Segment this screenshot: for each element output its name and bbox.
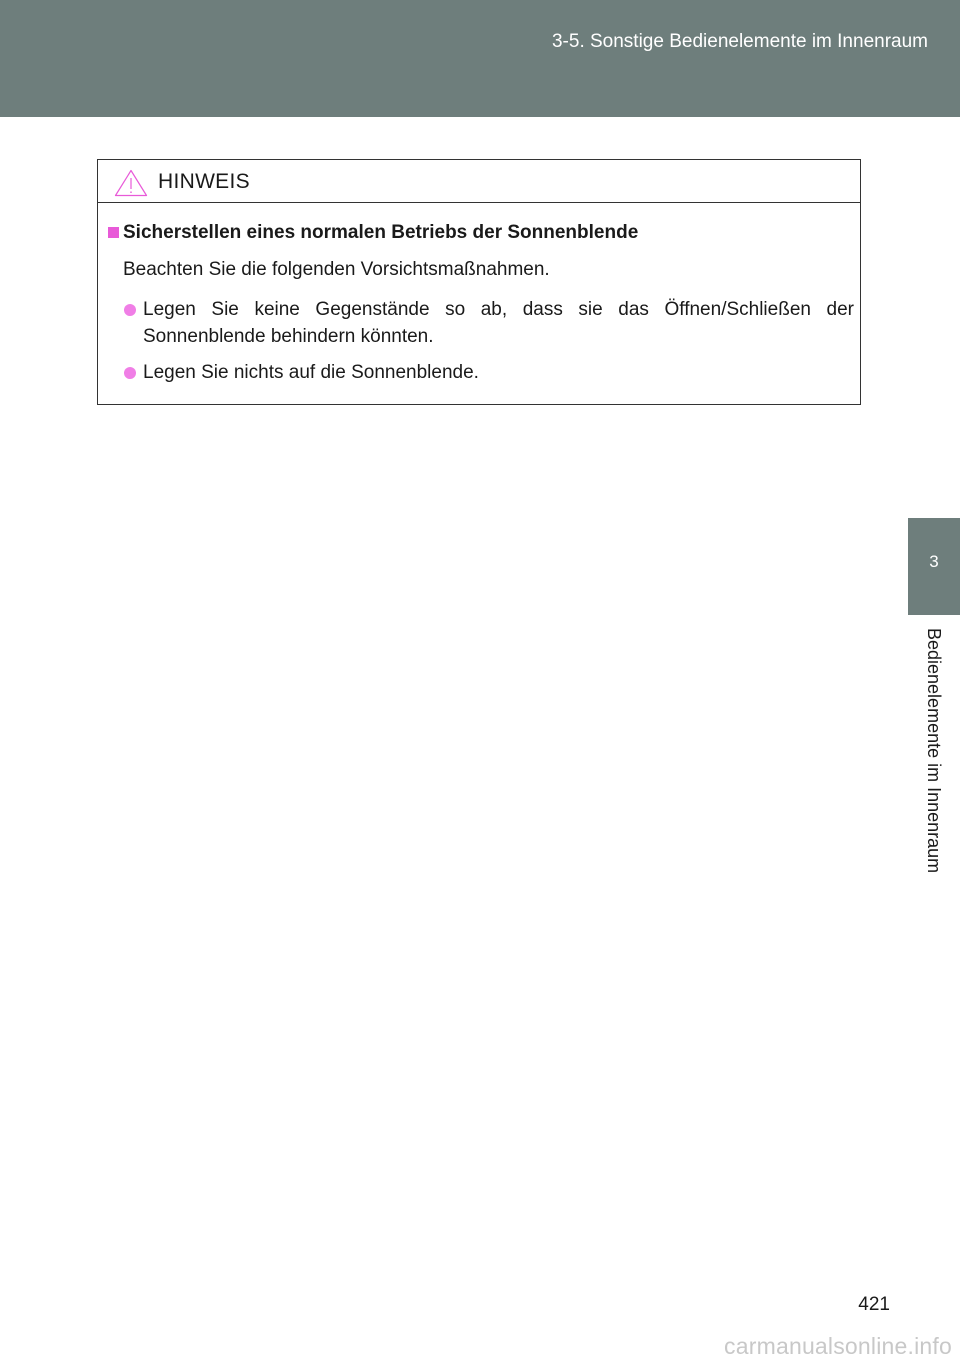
section-title: 3-5. Sonstige Bedienelemente im Innenraum (551, 31, 928, 52)
notice-header (98, 160, 860, 203)
square-bullet-icon (108, 227, 119, 238)
intro-text: Beachten Sie die folgenden Vorsichtsmaßnahmen. (123, 259, 550, 280)
watermark: carmanualsonline.info (724, 1333, 952, 1359)
warning-triangle-icon (114, 169, 148, 197)
page-number: 421 (858, 1294, 890, 1315)
chapter-label: Bedienelemente im Innenraum (924, 628, 944, 874)
bullet-dot-icon (124, 304, 136, 316)
header-band (0, 0, 960, 117)
notice-title: HINWEIS (158, 170, 250, 193)
section-heading: Sicherstellen eines normalen Betriebs der Sonnenblende (123, 222, 639, 243)
bullet-dot-icon (124, 367, 136, 379)
notice-box (97, 159, 861, 405)
bullet-item: Legen Sie nichts auf die Sonnenblende. (143, 362, 479, 383)
chapter-number: 3 (929, 552, 939, 571)
chapter-tab (908, 518, 960, 615)
bullet-item: Legen Sie keine Gegenstände so ab, dass sie das Öffnen/Schließen der Sonnenblende behindern könnten. (143, 299, 854, 347)
